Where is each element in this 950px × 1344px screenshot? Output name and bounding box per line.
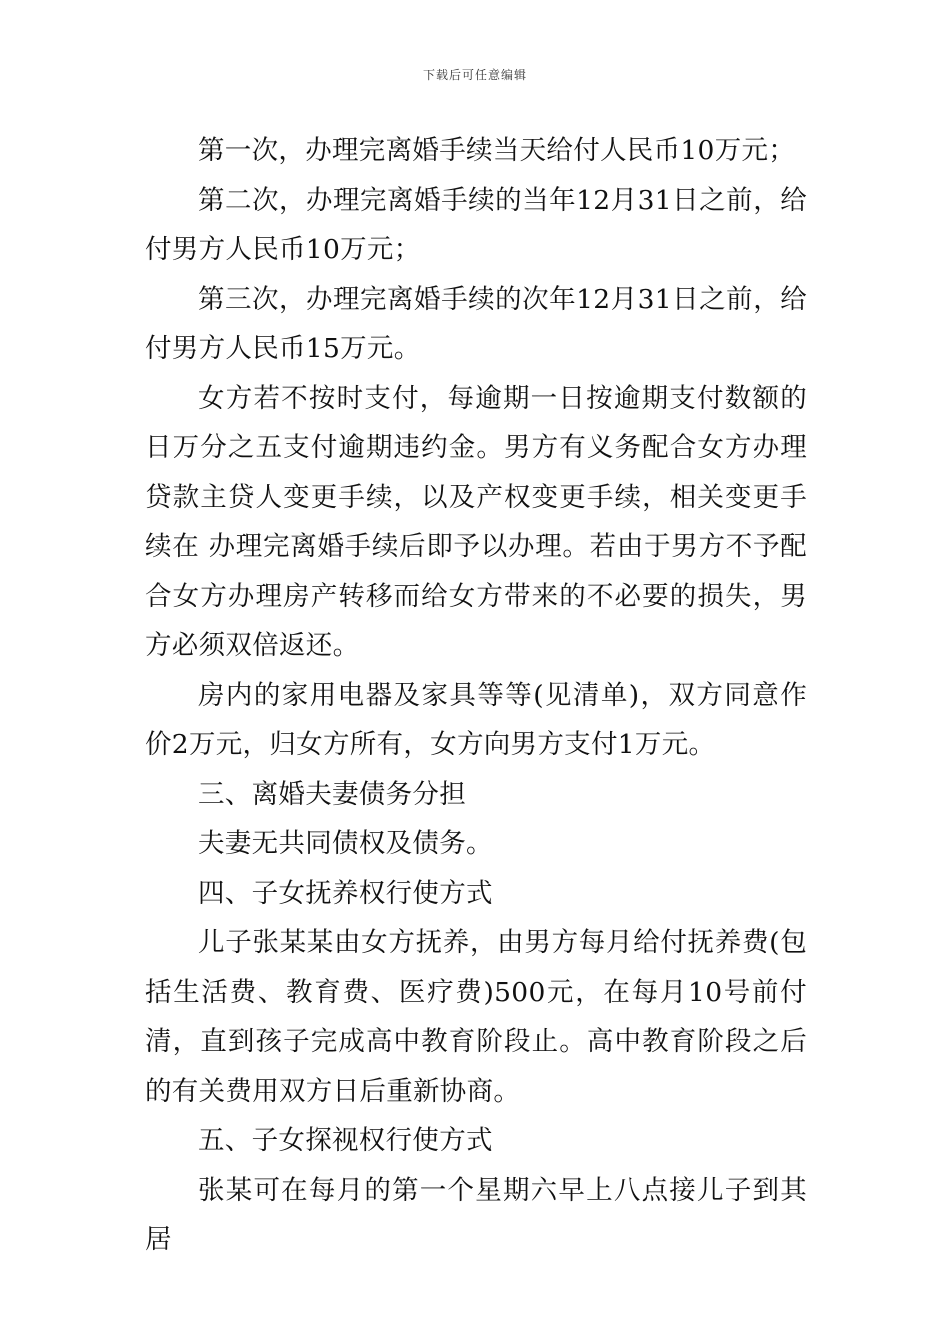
paragraph-debt: 夫妻无共同债权及债务。 [198,828,493,859]
heading-debt: 三、离婚夫妻债务分担 [198,778,466,810]
paragraph-appliances: 房内的家用电器及家具等等(见清单)，双方同意作价2万元，归女方所有，女方向男方支付1万元。 [145,679,807,760]
paragraph-payment-third: 第三次，办理完离婚手续的次年12月31日之前，给付男方人民币15万元。 [145,283,807,364]
paragraph-payment-first: 第一次，办理完离婚手续当天给付人民币10万元； [198,135,796,166]
page-header: 下载后可任意编辑 [422,68,527,82]
paragraph-custody: 儿子张某某由女方抚养，由男方每月给付抚养费(包括生活费、教育费、医疗费)500元，在每月10号前付清，直到孩子完成高中教育阶段止。高中教育阶段之后的有关费用双方日后重新协商。 [145,927,807,1107]
heading-custody: 四、子女抚养权行使方式 [198,877,493,909]
document-body [145,126,807,1265]
paragraph-payment-second: 第二次，办理完离婚手续的当年12月31日之前，给付男方人民币10万元； [145,184,807,265]
heading-visitation: 五、子女探视权行使方式 [198,1125,493,1156]
paragraph-visitation: 张某可在每月的第一个星期六早上八点接儿子到其居 [145,1174,807,1255]
paragraph-late-penalty: 女方若不按时支付，每逾期一日按逾期支付数额的日万分之五支付逾期违约金。男方有义务配合女方办理贷款主贷人变更手续，以及产权变更手续，相关变更手续在 办理完离婚手续后即予以办理。若由于男方不予配合女方办理房产转移而给女方带来的不必要的损失，男方必须双倍返还。 [145,382,807,661]
